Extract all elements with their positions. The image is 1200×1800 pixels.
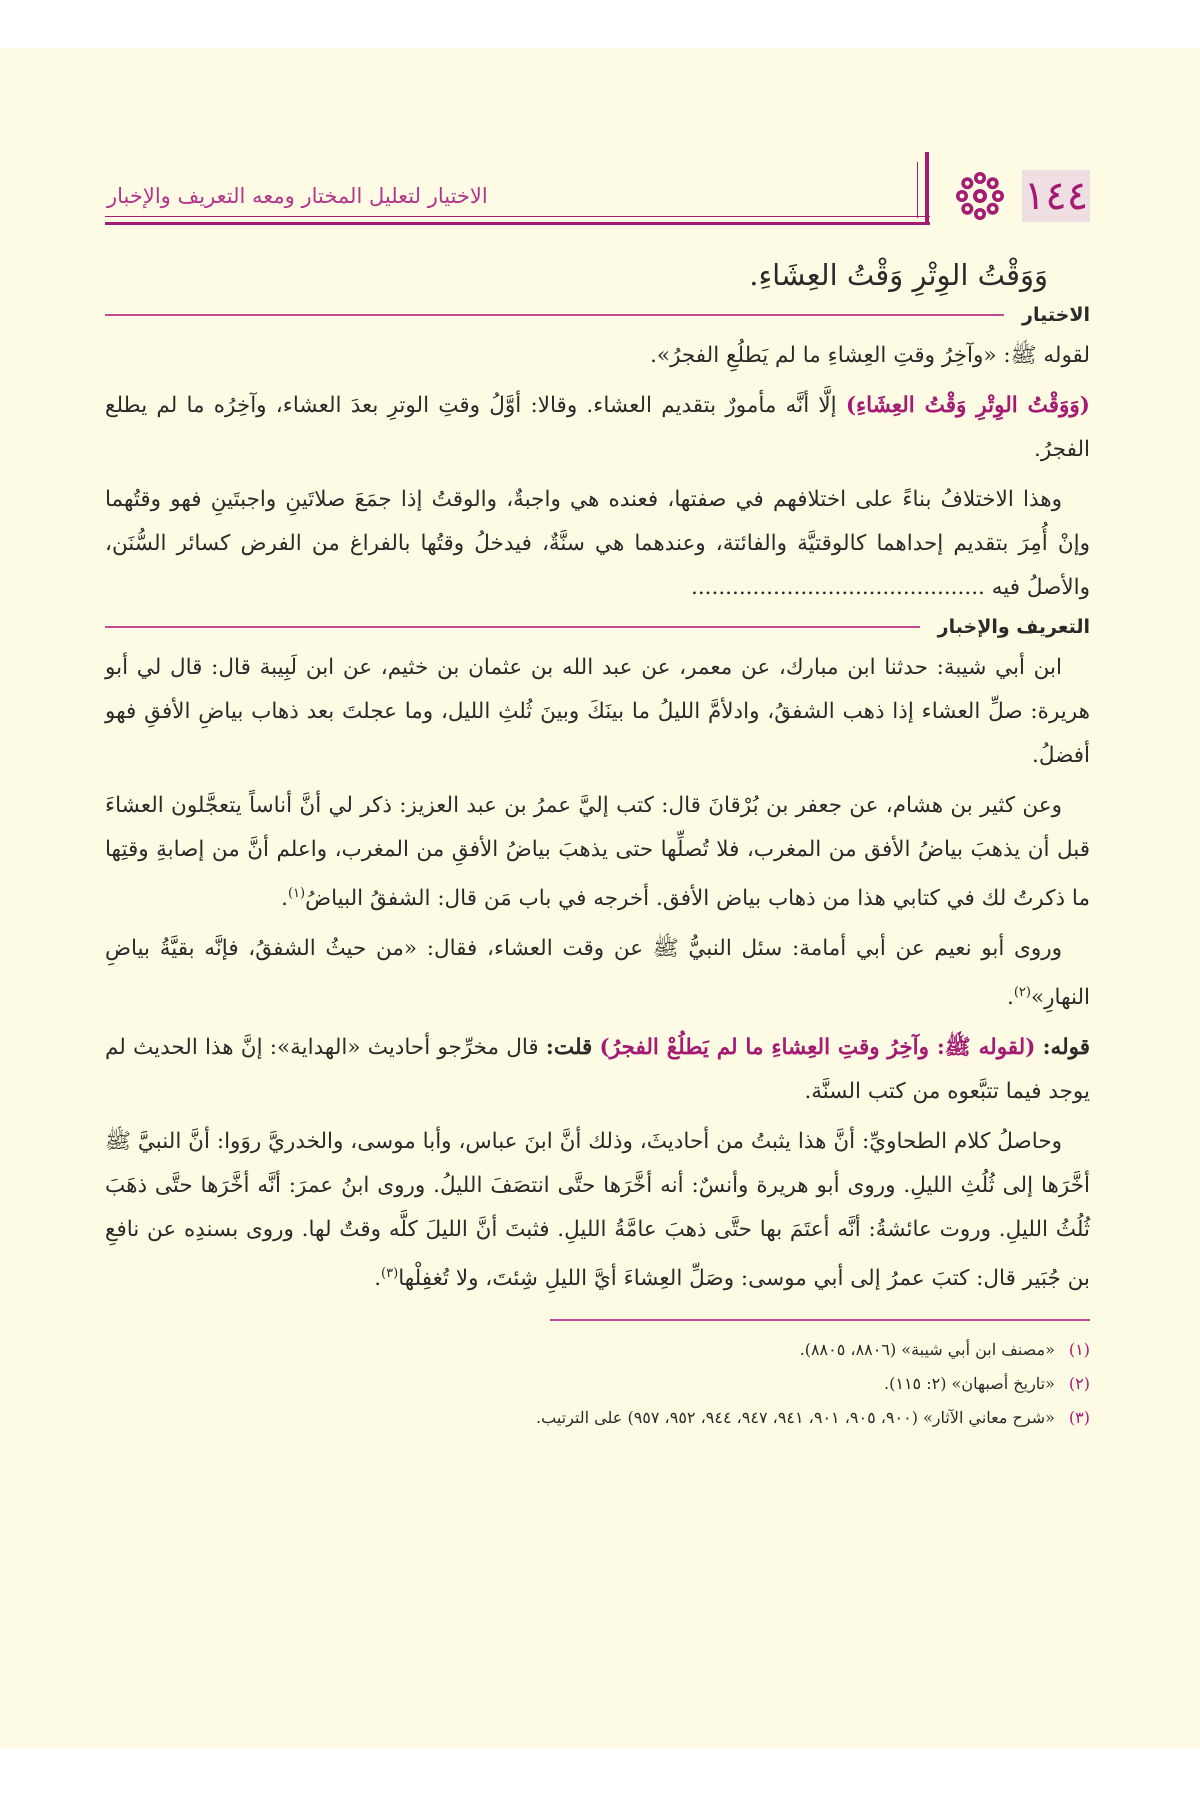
footnote-rule [550, 1319, 1090, 1321]
footnote-ref[interactable]: (٢) [1013, 985, 1031, 1001]
paragraph [105, 334, 1090, 378]
rosette-ornament-icon [952, 168, 1008, 224]
paragraph-text: وعن كثير بن هشام، عن جعفر بن بُرْقانَ قال: كتب إليَّ عمرُ بن عبد العزيز: ذكر لي أنَّ أناساً يتعجَّلون العشاءَ قبل أن يذهبَ بياضُ الأفق من المغرب، فلا تُصلِّها حتى يذهبَ بياضُ الأفقِ من المغرب، واعلم أنَّ من إصابةِ وقتِها ما ذكرتُ لك في كتابي هذا من ذهاب بياض الأفق. أخرجه في باب مَن قال: الشفقُ البياضُ [105, 793, 1090, 912]
footnote-text: «مصنف ابن أبي شيبة» (٨٨٠٦، ٨٨٠٥). [799, 1340, 1055, 1360]
qult-label: قلت: [545, 1035, 593, 1061]
section-title: الاختيار [1022, 304, 1090, 326]
running-title: الاختيار لتعليل المختار ومعه التعريف والإخبار [107, 184, 488, 208]
paragraph-text: وحاصلُ كلام الطحاويِّ: أنَّ هذا يثبتُ من أحاديثَ، وذلك أنَّ ابنَ عباس، وأبا موسى، والخدريَّ روَوا: أنَّ النبيَّ ﷺ أخَّرَها إلى ثُلُثِ الليلِ. وروى أبو هريرة وأنسٌ: أنه أخَّرَها حتَّى انتصَفَ الليلُ. وروى ابنُ عمرَ: أنَّه أخَّرَها حتَّى ذهَبَ ثُلُثُ الليلِ. وروت عائشةُ: أنَّه أعتَمَ بها حتَّى ذهبَ عامَّةُ الليلِ. فثبتَ أنَّ الليلَ كلَّه وقتٌ لها. وروى بسندِه عن نافعِ بن جُبَير قال: كتبَ عمرُ إلى أبي موسى: وصَلِّ العِشاءَ أيَّ الليلِ شِئتَ، ولا تُغفِلْها [105, 1129, 1090, 1292]
paragraph-text: وهذا الاختلافُ بناءً على اختلافهم في صفتها، فعنده هي واجبةٌ، والوقتُ إذا جمَعَ صلاتَينِ واجبتَينِ فهو وقتُهما وإنْ أُمِرَ بتقديم إحداهما كالوقتيَّة والفائتة، وعندهما هي سنَّةٌ، فيدخلُ وقتُها بالفراغ من الفرض كسائر السُّنَن، والأصلُ فيه [105, 487, 1090, 600]
section-rule [105, 314, 1004, 316]
paragraph: وعن كثير بن هشام، عن جعفر بن بُرْقانَ قال: كتب إليَّ عمرُ بن عبد العزيز: ذكر لي أنَّ أناساً يتعجَّلون العشاءَ قبل أن يذهبَ بياضُ الأفق من المغرب، فلا تُصلِّها حتى يذهبَ بياضُ الأفقِ من المغرب، واعلم أنَّ من إصابةِ وقتِها ما ذكرتُ لك في كتابي هذا من ذهاب بياض الأفق. أخرجه في باب مَن قال: الشفقُ البياضُ$^{(١)}$. [105, 793, 1090, 912]
paragraph [105, 384, 1090, 472]
section-heading-tarif [105, 616, 1090, 638]
header-rule [105, 222, 930, 225]
page [0, 48, 1200, 1748]
quoted-matn: (وَوَقْتُ الوِتْرِ وَقْتُ العِشَاءِ) [845, 393, 1090, 418]
paragraph-text: ابن أبي شيبة: حدثنا ابن مبارك، عن معمر، عن عبد الله بن عثمان بن خثيم، عن ابن لَبِيبة قال: قال لي أبو هريرة: صلِّ العشاء إذا ذهب الشفقُ، وادلأمَّ الليلُ ما بينَكَ وبينَ ثُلثِ الليل، وما عجلتَ بعد ذهاب بياضِ الأفقِ فهو أفضلُ. [105, 655, 1090, 768]
paragraph-text: لقوله ﷺ: «وآخِرُ وقتِ العِشاءِ ما لم يَطلُعِ الفجرُ». [650, 343, 1090, 368]
paragraph: وحاصلُ كلام الطحاويِّ: أنَّ هذا يثبتُ من أحاديثَ، وذلك أنَّ ابنَ عباس، وأبا موسى، والخدريَّ روَوا: أنَّ النبيَّ ﷺ أخَّرَها إلى ثُلُثِ الليلِ. وروى أبو هريرة وأنسٌ: أنه أخَّرَها حتَّى انتصَفَ الليلُ. وروى ابنُ عمرَ: أنَّه أخَّرَها حتَّى ذهَبَ ثُلُثُ الليلِ. وروت عائشةُ: أنَّه أعتَمَ بها حتَّى ذهبَ عامَّةُ الليلِ. فثبتَ أنَّ الليلَ كلَّه وقتٌ لها. وروى بسندِه عن نافعِ بن جُبَير قال: كتبَ عمرُ إلى أبي موسى: وصَلِّ العِشاءَ أيَّ الليلِ شِئتَ، ولا تُغفِلْها$^{(٣)}$. [105, 1129, 1090, 1292]
footnote-number: (٣) [1068, 1408, 1090, 1428]
paragraph [105, 1026, 1090, 1114]
paragraph [105, 478, 1090, 610]
footnote [105, 1401, 1090, 1435]
ellipsis-dots: ........................................... [690, 575, 985, 600]
paragraph-text: قال مخرِّجو أحاديث «الهداية»: إنَّ هذا الحديث لم يوجد فيما تتبَّعوه من كتب السنَّة. [105, 1035, 1090, 1105]
footnote-text: «تاريخ أصبهان» (٢: ١١٥). [884, 1374, 1055, 1394]
main-text [105, 258, 1090, 1435]
paragraph-text: وروى أبو نعيم عن أبي أمامة: سئل النبيُّ ﷺ عن وقت العشاء، فقال: «من حيثُ الشفقُ، فإنَّه بقيَّةُ بياضِ النهارِ» [105, 936, 1090, 1011]
paragraph [105, 646, 1090, 778]
footnote [105, 1333, 1090, 1367]
footnote [105, 1367, 1090, 1401]
section-rule [105, 626, 920, 628]
footnote-number: (١) [1068, 1340, 1090, 1360]
footnote-ref[interactable]: (١) [287, 886, 306, 901]
section-title: التعريف والإخبار [937, 616, 1090, 638]
qawluh-label: قوله: [1042, 1035, 1091, 1061]
quoted-matn: (لقوله ﷺ: وآخِرُ وقتِ العِشاءِ ما لم يَطلُعْ الفجرُ) [599, 1035, 1036, 1061]
header-rule-thin [105, 216, 930, 217]
page-number: ١٤٤ [1022, 170, 1090, 222]
paragraph-text: إلَّا أنَّه مأمورٌ بتقديم العشاء. وقالا: أوَّلُ وقتِ الوترِ بعدَ العشاء، وآخِرُه ما لم يطلع الفجرُ. [105, 393, 1090, 462]
footnote-number: (٢) [1068, 1374, 1090, 1394]
footnote-text: «شرح معاني الآثار» (٩٠٠، ٩٠٥، ٩٠١، ٩٤١، ٩٤٧، ٩٤٤، ٩٥٢، ٩٥٧) على الترتيب. [536, 1408, 1055, 1428]
header-divider [925, 152, 929, 225]
page-header [105, 122, 1090, 232]
section-heading-ikhtiyar [105, 304, 1090, 326]
matn-text: وَوَقْتُ الوِتْرِ وَقْتُ العِشَاءِ. [749, 258, 1048, 292]
footnote-ref[interactable]: (٣) [381, 1266, 399, 1282]
paragraph: وروى أبو نعيم عن أبي أمامة: سئل النبيُّ ﷺ عن وقت العشاء، فقال: «من حيثُ الشفقُ، فإنَّه بقيَّةُ بياضِ النهارِ»$^{(٢)}$. [105, 936, 1090, 1011]
header-divider-thin [917, 162, 918, 218]
